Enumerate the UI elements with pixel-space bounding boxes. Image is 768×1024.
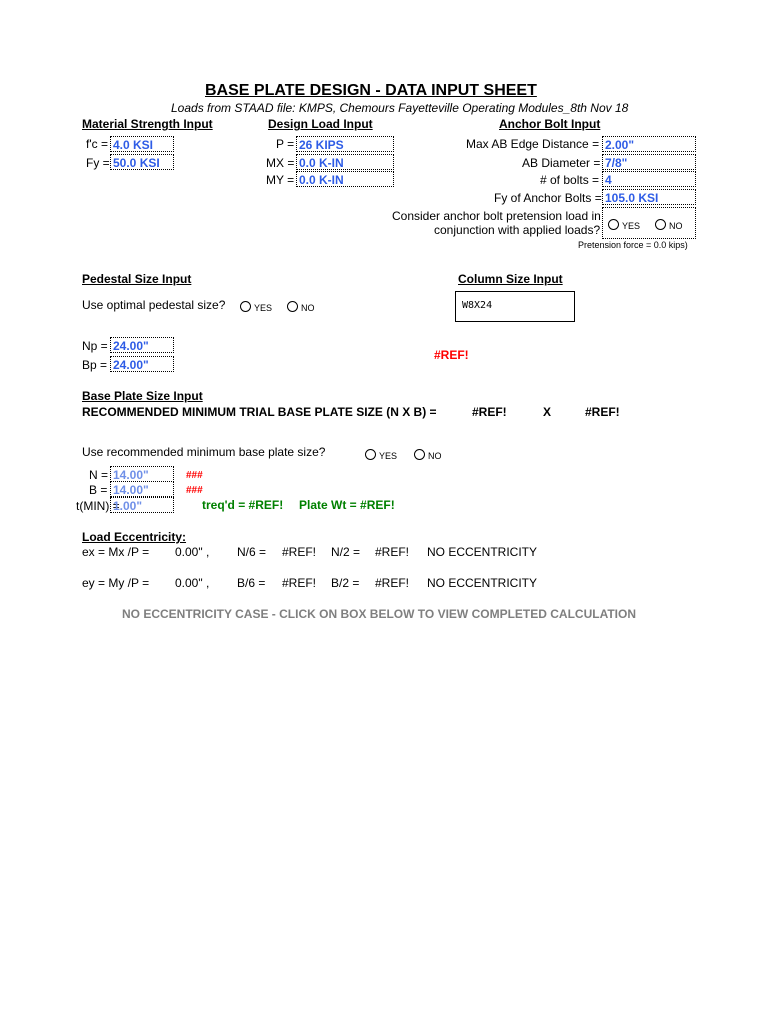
radio-circle-icon xyxy=(365,449,376,460)
plate-weight-result: Plate Wt = #REF! xyxy=(299,498,395,512)
design-load-heading: Design Load Input xyxy=(268,117,373,131)
radio-circle-icon xyxy=(608,219,619,230)
n2-label: N/2 = xyxy=(331,545,361,559)
ex-formula: ex = Mx /P = xyxy=(82,545,150,559)
eccentricity-heading: Load Eccentricity: xyxy=(82,530,187,544)
ex-value: 0.00" , xyxy=(175,545,210,559)
ab-fy-label: Fy of Anchor Bolts = xyxy=(494,191,602,205)
recommended-n: #REF! xyxy=(472,405,507,419)
recommended-b: #REF! xyxy=(585,405,620,419)
base-plate-heading: Base Plate Size Input xyxy=(82,389,203,403)
radio-circle-icon xyxy=(240,301,251,312)
mx-input[interactable]: 0.0 K-IN xyxy=(296,154,394,170)
ey-formula: ey = My /P = xyxy=(82,576,150,590)
page-subtitle: Loads from STAAD file: KMPS, Chemours Fayetteville Operating Modules_8th Nov 18 xyxy=(171,101,629,115)
t-input[interactable]: 1.00" xyxy=(110,497,174,513)
page-title: BASE PLATE DESIGN - DATA INPUT SHEET xyxy=(205,82,537,99)
b2-label: B/2 = xyxy=(331,576,360,590)
np-input[interactable]: 24.00" xyxy=(110,337,174,353)
ex-result: NO ECCENTRICITY xyxy=(427,545,538,559)
my-label: MY = xyxy=(266,173,295,187)
treqd-result: treq'd = #REF! xyxy=(202,498,284,512)
n2-value: #REF! xyxy=(375,545,410,559)
pretension-note: Pretension force = 0.0 kips) xyxy=(578,240,688,250)
fc-label: f'c = xyxy=(86,137,108,151)
b-label: B = xyxy=(89,483,108,497)
recommended-x: X xyxy=(543,405,552,419)
b-input[interactable]: 14.00" xyxy=(110,481,174,497)
p-input[interactable]: 26 KIPS xyxy=(296,136,394,152)
pretension-no-radio[interactable]: NO xyxy=(655,218,691,232)
pretension-yes-radio[interactable]: YES xyxy=(608,218,648,232)
ey-value: 0.00" , xyxy=(175,576,210,590)
material-heading: Material Strength Input xyxy=(82,117,213,131)
column-ref-error: #REF! xyxy=(434,348,469,362)
anchor-heading: Anchor Bolt Input xyxy=(499,117,601,131)
fy-label: Fy = xyxy=(86,156,110,170)
np-label: Np = xyxy=(82,339,108,353)
p-label: P = xyxy=(276,137,295,151)
ab-fy-input[interactable]: 105.0 KSI xyxy=(602,189,696,205)
pretension-question-1: Consider anchor bolt pretension load in xyxy=(392,209,601,223)
n-label: N = xyxy=(89,468,109,482)
base-plate-yes-radio[interactable]: YES xyxy=(365,448,405,462)
column-size-select[interactable]: W8X24 xyxy=(455,291,575,322)
edge-input[interactable]: 2.00" xyxy=(602,136,696,152)
bolts-input[interactable]: 4 xyxy=(602,171,696,187)
pedestal-heading: Pedestal Size Input xyxy=(82,272,192,286)
t-label: t(MIN) = xyxy=(76,499,120,513)
pedestal-no-radio[interactable]: NO xyxy=(287,300,323,314)
dia-label: AB Diameter = xyxy=(522,156,601,170)
dia-input[interactable]: 7/8" xyxy=(602,154,696,170)
base-plate-question: Use recommended minimum base plate size? xyxy=(82,445,326,459)
pedestal-question: Use optimal pedestal size? xyxy=(82,298,226,312)
eccentricity-case-link[interactable]: NO ECCENTRICITY CASE - CLICK ON BOX BELOW TO VIEW COMPLETED CALCULATION xyxy=(122,607,637,621)
fc-input[interactable]: 4.0 KSI xyxy=(110,136,174,152)
mx-label: MX = xyxy=(266,156,295,170)
b2-value: #REF! xyxy=(375,576,410,590)
bp-input[interactable]: 24.00" xyxy=(110,356,174,372)
edge-label: Max AB Edge Distance = xyxy=(466,137,600,151)
base-plate-no-radio[interactable]: NO xyxy=(414,448,450,462)
n-input[interactable]: 14.00" xyxy=(110,466,174,482)
b6-value: #REF! xyxy=(282,576,317,590)
pretension-question-2: conjunction with applied loads? xyxy=(434,223,601,237)
radio-circle-icon xyxy=(414,449,425,460)
ey-result: NO ECCENTRICITY xyxy=(427,576,538,590)
recommended-label: RECOMMENDED MINIMUM TRIAL BASE PLATE SIZE (N X B) = xyxy=(82,405,437,419)
n6-label: N/6 = xyxy=(237,545,267,559)
fy-input[interactable]: 50.0 KSI xyxy=(110,154,174,170)
b-flag: ### xyxy=(186,485,203,496)
b6-label: B/6 = xyxy=(237,576,266,590)
radio-circle-icon xyxy=(287,301,298,312)
bp-label: Bp = xyxy=(82,358,108,372)
bolts-label: # of bolts = xyxy=(540,173,600,187)
n-flag: ### xyxy=(186,470,203,481)
pedestal-yes-radio[interactable]: YES xyxy=(240,300,280,314)
column-heading: Column Size Input xyxy=(458,272,563,286)
my-input[interactable]: 0.0 K-IN xyxy=(296,171,394,187)
n6-value: #REF! xyxy=(282,545,317,559)
radio-circle-icon xyxy=(655,219,666,230)
